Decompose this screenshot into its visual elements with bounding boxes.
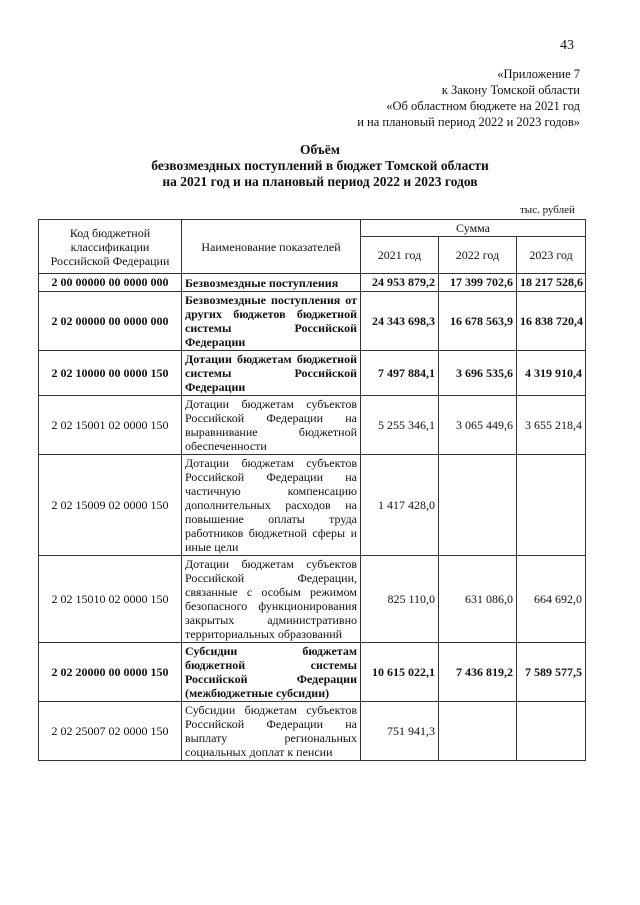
document-title xyxy=(0,142,640,190)
header-code: Код бюджетной классификации Российской Федерации xyxy=(39,220,182,274)
appendix-line: «Об областном бюджете на 2021 год xyxy=(386,99,580,113)
row-value-2021: 10 615 022,1 xyxy=(361,643,439,702)
row-value-2023: 4 319 910,4 xyxy=(517,351,586,396)
title-line: Объём xyxy=(300,142,340,157)
row-name: Дотации бюджетам субъектов Российской Федерации на частичную компенсацию дополнительных расходов на повышение оплаты труда работников бюджетной сферы и иные цели xyxy=(182,455,361,556)
row-value-2021: 24 953 879,2 xyxy=(361,274,439,292)
appendix-line: и на плановый период 2022 и 2023 годов» xyxy=(357,115,580,129)
row-value-2023: 18 217 528,6 xyxy=(517,274,586,292)
row-code: 2 02 25007 02 0000 150 xyxy=(39,702,182,761)
row-name: Дотации бюджетам субъектов Российской Федерации на выравнивание бюджетной обеспеченности xyxy=(182,396,361,455)
row-value-2023: 16 838 720,4 xyxy=(517,292,586,351)
table-row xyxy=(39,643,586,702)
header-sum: Сумма xyxy=(361,220,586,237)
row-value-2023 xyxy=(517,455,586,556)
units-label: тыс. рублей xyxy=(520,204,575,216)
row-name: Безвозмездные поступления xyxy=(182,274,361,292)
row-code: 2 02 15010 02 0000 150 xyxy=(39,556,182,643)
table-row xyxy=(39,702,586,761)
row-name: Субсидии бюджетам субъектов Российской Федерации на выплату региональных социальных доплат к пенсии xyxy=(182,702,361,761)
appendix-header xyxy=(357,66,580,130)
row-value-2022: 631 086,0 xyxy=(439,556,517,643)
budget-table xyxy=(38,219,586,761)
row-name: Дотации бюджетам бюджетной системы Российской Федерации xyxy=(182,351,361,396)
row-value-2022: 7 436 819,2 xyxy=(439,643,517,702)
row-value-2021: 5 255 346,1 xyxy=(361,396,439,455)
row-value-2022: 17 399 702,6 xyxy=(439,274,517,292)
row-value-2021: 751 941,3 xyxy=(361,702,439,761)
table-row xyxy=(39,556,586,643)
table-header-row xyxy=(39,220,586,237)
appendix-line: к Закону Томской области xyxy=(441,83,580,97)
row-code: 2 00 00000 00 0000 000 xyxy=(39,274,182,292)
header-2023: 2023 год xyxy=(517,237,586,274)
row-value-2023: 664 692,0 xyxy=(517,556,586,643)
table-row xyxy=(39,396,586,455)
title-line: на 2021 год и на плановый период 2022 и 2023 годов xyxy=(162,174,478,189)
header-2021: 2021 год xyxy=(361,237,439,274)
row-value-2022: 3 696 535,6 xyxy=(439,351,517,396)
page-number: 43 xyxy=(560,38,574,53)
row-code: 2 02 15001 02 0000 150 xyxy=(39,396,182,455)
title-line: безвозмездных поступлений в бюджет Томской области xyxy=(151,158,489,173)
table-row xyxy=(39,455,586,556)
row-value-2022 xyxy=(439,455,517,556)
row-name: Субсидии бюджетам бюджетной системы Российской Федерации (межбюджетные субсидии) xyxy=(182,643,361,702)
row-code: 2 02 15009 02 0000 150 xyxy=(39,455,182,556)
row-value-2022: 16 678 563,9 xyxy=(439,292,517,351)
row-value-2022 xyxy=(439,702,517,761)
row-value-2021: 7 497 884,1 xyxy=(361,351,439,396)
table-row xyxy=(39,274,586,292)
row-code: 2 02 00000 00 0000 000 xyxy=(39,292,182,351)
row-value-2021: 825 110,0 xyxy=(361,556,439,643)
row-value-2023: 7 589 577,5 xyxy=(517,643,586,702)
row-value-2021: 24 343 698,3 xyxy=(361,292,439,351)
row-value-2023 xyxy=(517,702,586,761)
row-value-2021: 1 417 428,0 xyxy=(361,455,439,556)
row-code: 2 02 10000 00 0000 150 xyxy=(39,351,182,396)
table-row xyxy=(39,351,586,396)
table-row xyxy=(39,292,586,351)
header-name: Наименование показателей xyxy=(182,220,361,274)
row-value-2022: 3 065 449,6 xyxy=(439,396,517,455)
appendix-line: «Приложение 7 xyxy=(497,67,580,81)
header-2022: 2022 год xyxy=(439,237,517,274)
row-name: Дотации бюджетам субъектов Российской Федерации, связанные с особым режимом безопасного функционирования закрытых административно территориальных образований xyxy=(182,556,361,643)
row-name: Безвозмездные поступления от других бюджетов бюджетной системы Российской Федерации xyxy=(182,292,361,351)
row-code: 2 02 20000 00 0000 150 xyxy=(39,643,182,702)
row-value-2023: 3 655 218,4 xyxy=(517,396,586,455)
